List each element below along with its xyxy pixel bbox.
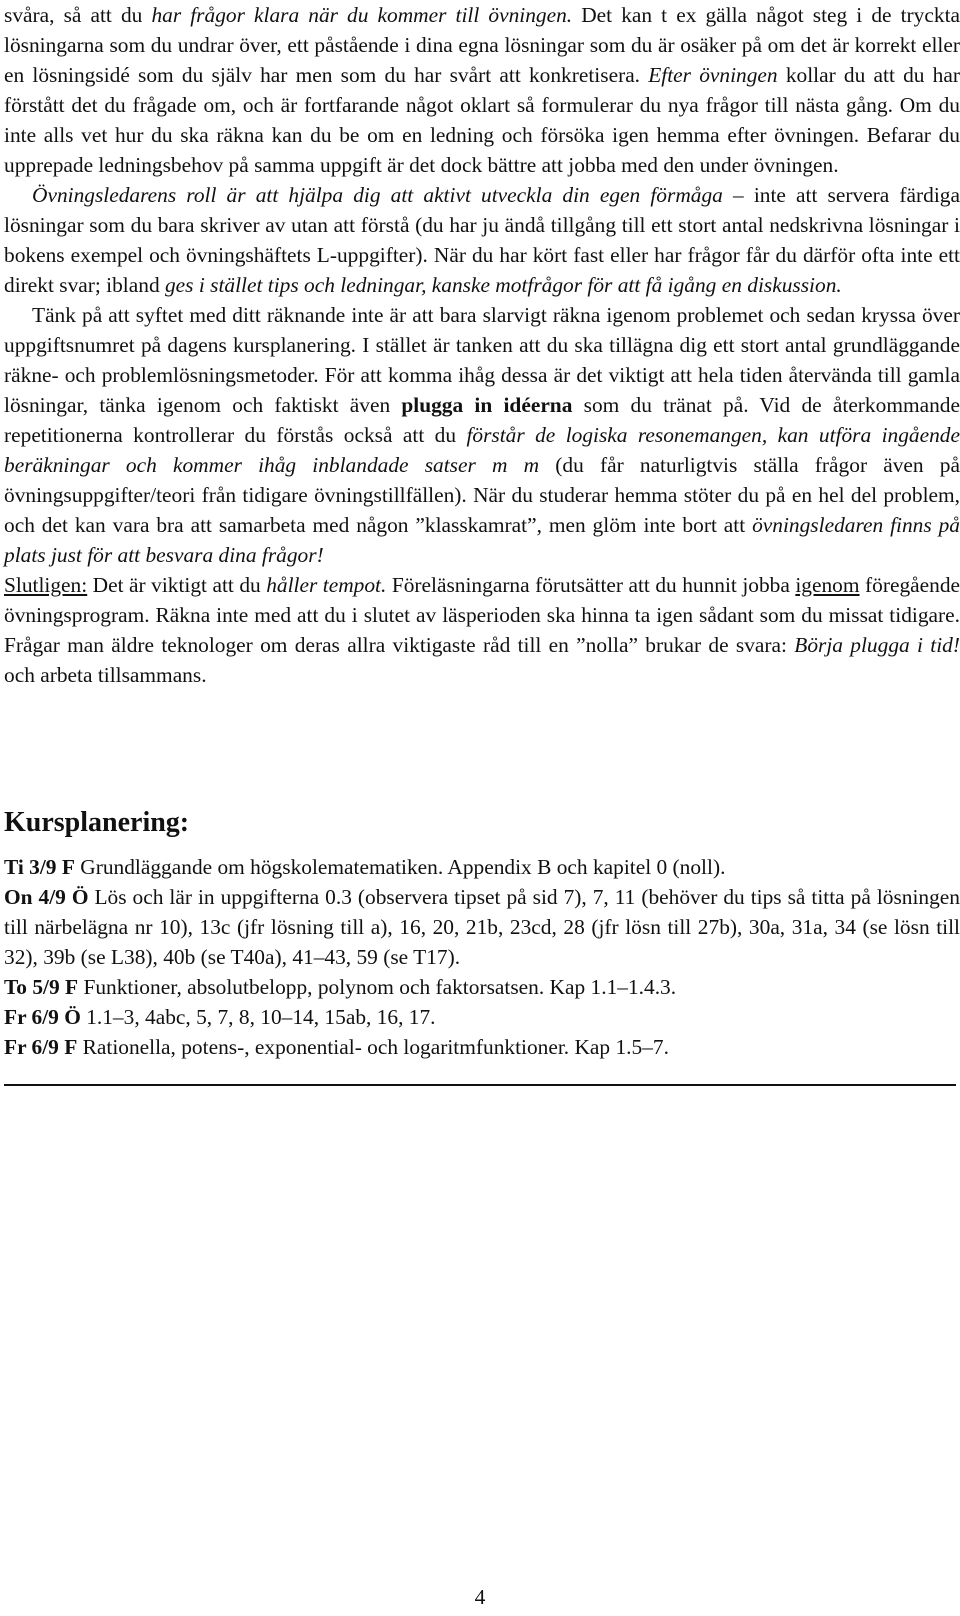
text-span: Tänk på att syftet med ditt räknande inte är att bara slarvigt räkna igenom problemet och sedan kryssa över uppgiftsnumret på dagens kursplanering. I stället är tanken att du ska tillägna dig ett stort antal grundläggande räkne- och problemlösningsmetoder. För att komma ihåg dessa är det viktigt att hela tiden återvända till gamla lösningar, tänka igenom och faktiskt även	[4, 303, 960, 417]
text-span: Föreläsningarna förutsätter att du hunnit jobba	[386, 573, 796, 597]
paragraph-3	[4, 300, 960, 570]
emphasis: förstår de logiska resonemangen, kan utföra ingående beräkningar och kommer ihåg inblandade satser m m	[4, 423, 960, 477]
underlined-text: Slutligen:	[4, 573, 88, 597]
paragraph-2	[4, 180, 960, 300]
schedule-entry	[4, 852, 960, 882]
schedule-text: Grundläggande om högskolematematiken. Appendix B och kapitel 0 (noll).	[74, 855, 726, 879]
text-span: föregående övningsprogram. Räkna inte med att du i slutet av läsperioden ska hinna ta igen sådant som du missat tidigare. Frågar man äldre teknologer om deras allra viktigaste råd till en ”nolla” brukar de svara:	[4, 573, 960, 657]
emphasis: har frågor klara när du kommer till övningen.	[151, 3, 573, 27]
bold-text: plugga in idéerna	[401, 393, 573, 417]
course-schedule	[4, 852, 960, 1062]
body-text	[4, 0, 960, 690]
text-span: och arbeta tillsammans.	[4, 663, 207, 687]
schedule-entry	[4, 972, 960, 1002]
schedule-day: Fr 6/9 F	[4, 1035, 78, 1059]
text-span: – inte att servera färdiga lösningar som du bara skriver av utan att förstå (du har ju ändå tillgång till ett stort antal nedskrivna lösningar i bokens exempel och övningshäftets L-uppgifter). När du har kört fast eller har frågor får du därför ofta inte ett direkt svar; ibland	[4, 183, 960, 297]
schedule-day: To 5/9 F	[4, 975, 79, 999]
text-span: kollar du att du har förstått det du frågade om, och är fortfarande något oklart så formulerar du nya frågor till nästa gång. Om du inte alls vet hur du ska räkna kan du be om en ledning och försöka igen hemma efter övningen. Befarar du upprepade ledningsbehov på samma uppgift är det dock bättre att jobba med den under övningen.	[4, 63, 960, 177]
schedule-text: Funktioner, absolutbelopp, polynom och faktorsatsen. Kap 1.1–1.4.3.	[78, 975, 677, 999]
schedule-entry	[4, 882, 960, 972]
text-span: som du tränat på. Vid de återkommande repetitionerna kontrollerar du förstås också att du	[4, 393, 960, 447]
emphasis: övningsledaren finns på plats just för att besvara dina frågor!	[4, 513, 960, 567]
emphasis: håller tempot.	[266, 573, 387, 597]
schedule-entry	[4, 1002, 960, 1032]
emphasis: ges i stället tips och ledningar, kanske motfrågor för att få igång en diskussion.	[164, 273, 842, 297]
schedule-day: Ti 3/9 F	[4, 855, 75, 879]
horizontal-rule	[4, 1084, 956, 1086]
schedule-day: On 4/9 Ö	[4, 885, 89, 909]
text-span: Det kan t ex gälla något steg i de tryckta lösningarna som du undrar över, ett påstående i dina egna lösningar som du är osäker på om det är korrekt eller en lösningsidé som du själv har men som du har svårt att konkretisera.	[4, 3, 960, 87]
text-span: svåra, så att du	[4, 3, 152, 27]
text-span: (du får naturligtvis ställa frågor även på övningsuppgifter/teori från tidigare övningstillfällen). När du studerar hemma stöter du på en hel del problem, och det kan vara bra att samarbeta med någon ”klasskamrat”, men glöm inte bort att	[4, 453, 960, 537]
paragraph-1	[4, 0, 960, 180]
schedule-entry	[4, 1032, 960, 1062]
emphasis: Övningsledarens roll är att hjälpa dig att aktivt utveckla din egen förmåga	[32, 183, 723, 207]
schedule-text: Rationella, potens-, exponential- och logaritmfunktioner. Kap 1.5–7.	[77, 1035, 669, 1059]
text-span: Det är viktigt att du	[87, 573, 267, 597]
emphasis: Börja plugga i tid!	[794, 633, 960, 657]
emphasis: Efter övningen	[648, 63, 778, 87]
schedule-text: Lös och lär in uppgifterna 0.3 (observera tipset på sid 7), 7, 11 (behöver du tips så titta på lösningen till närbelägna nr 10), 13c (jfr lösning till a), 16, 20, 21b, 23cd, 28 (jfr lösn till 27b), 30a, 31a, 34 (se lösn till 32), 39b (se L38), 40b (se T40a), 41–43, 59 (se T17).	[4, 885, 960, 969]
page-number: 4	[474, 1585, 486, 1609]
paragraph-4	[4, 570, 960, 690]
underlined-text: igenom	[795, 573, 860, 597]
schedule-day: Fr 6/9 Ö	[4, 1005, 81, 1029]
schedule-text: 1.1–3, 4abc, 5, 7, 8, 10–14, 15ab, 16, 17.	[80, 1005, 436, 1029]
section-heading: Kursplanering:	[4, 807, 190, 838]
